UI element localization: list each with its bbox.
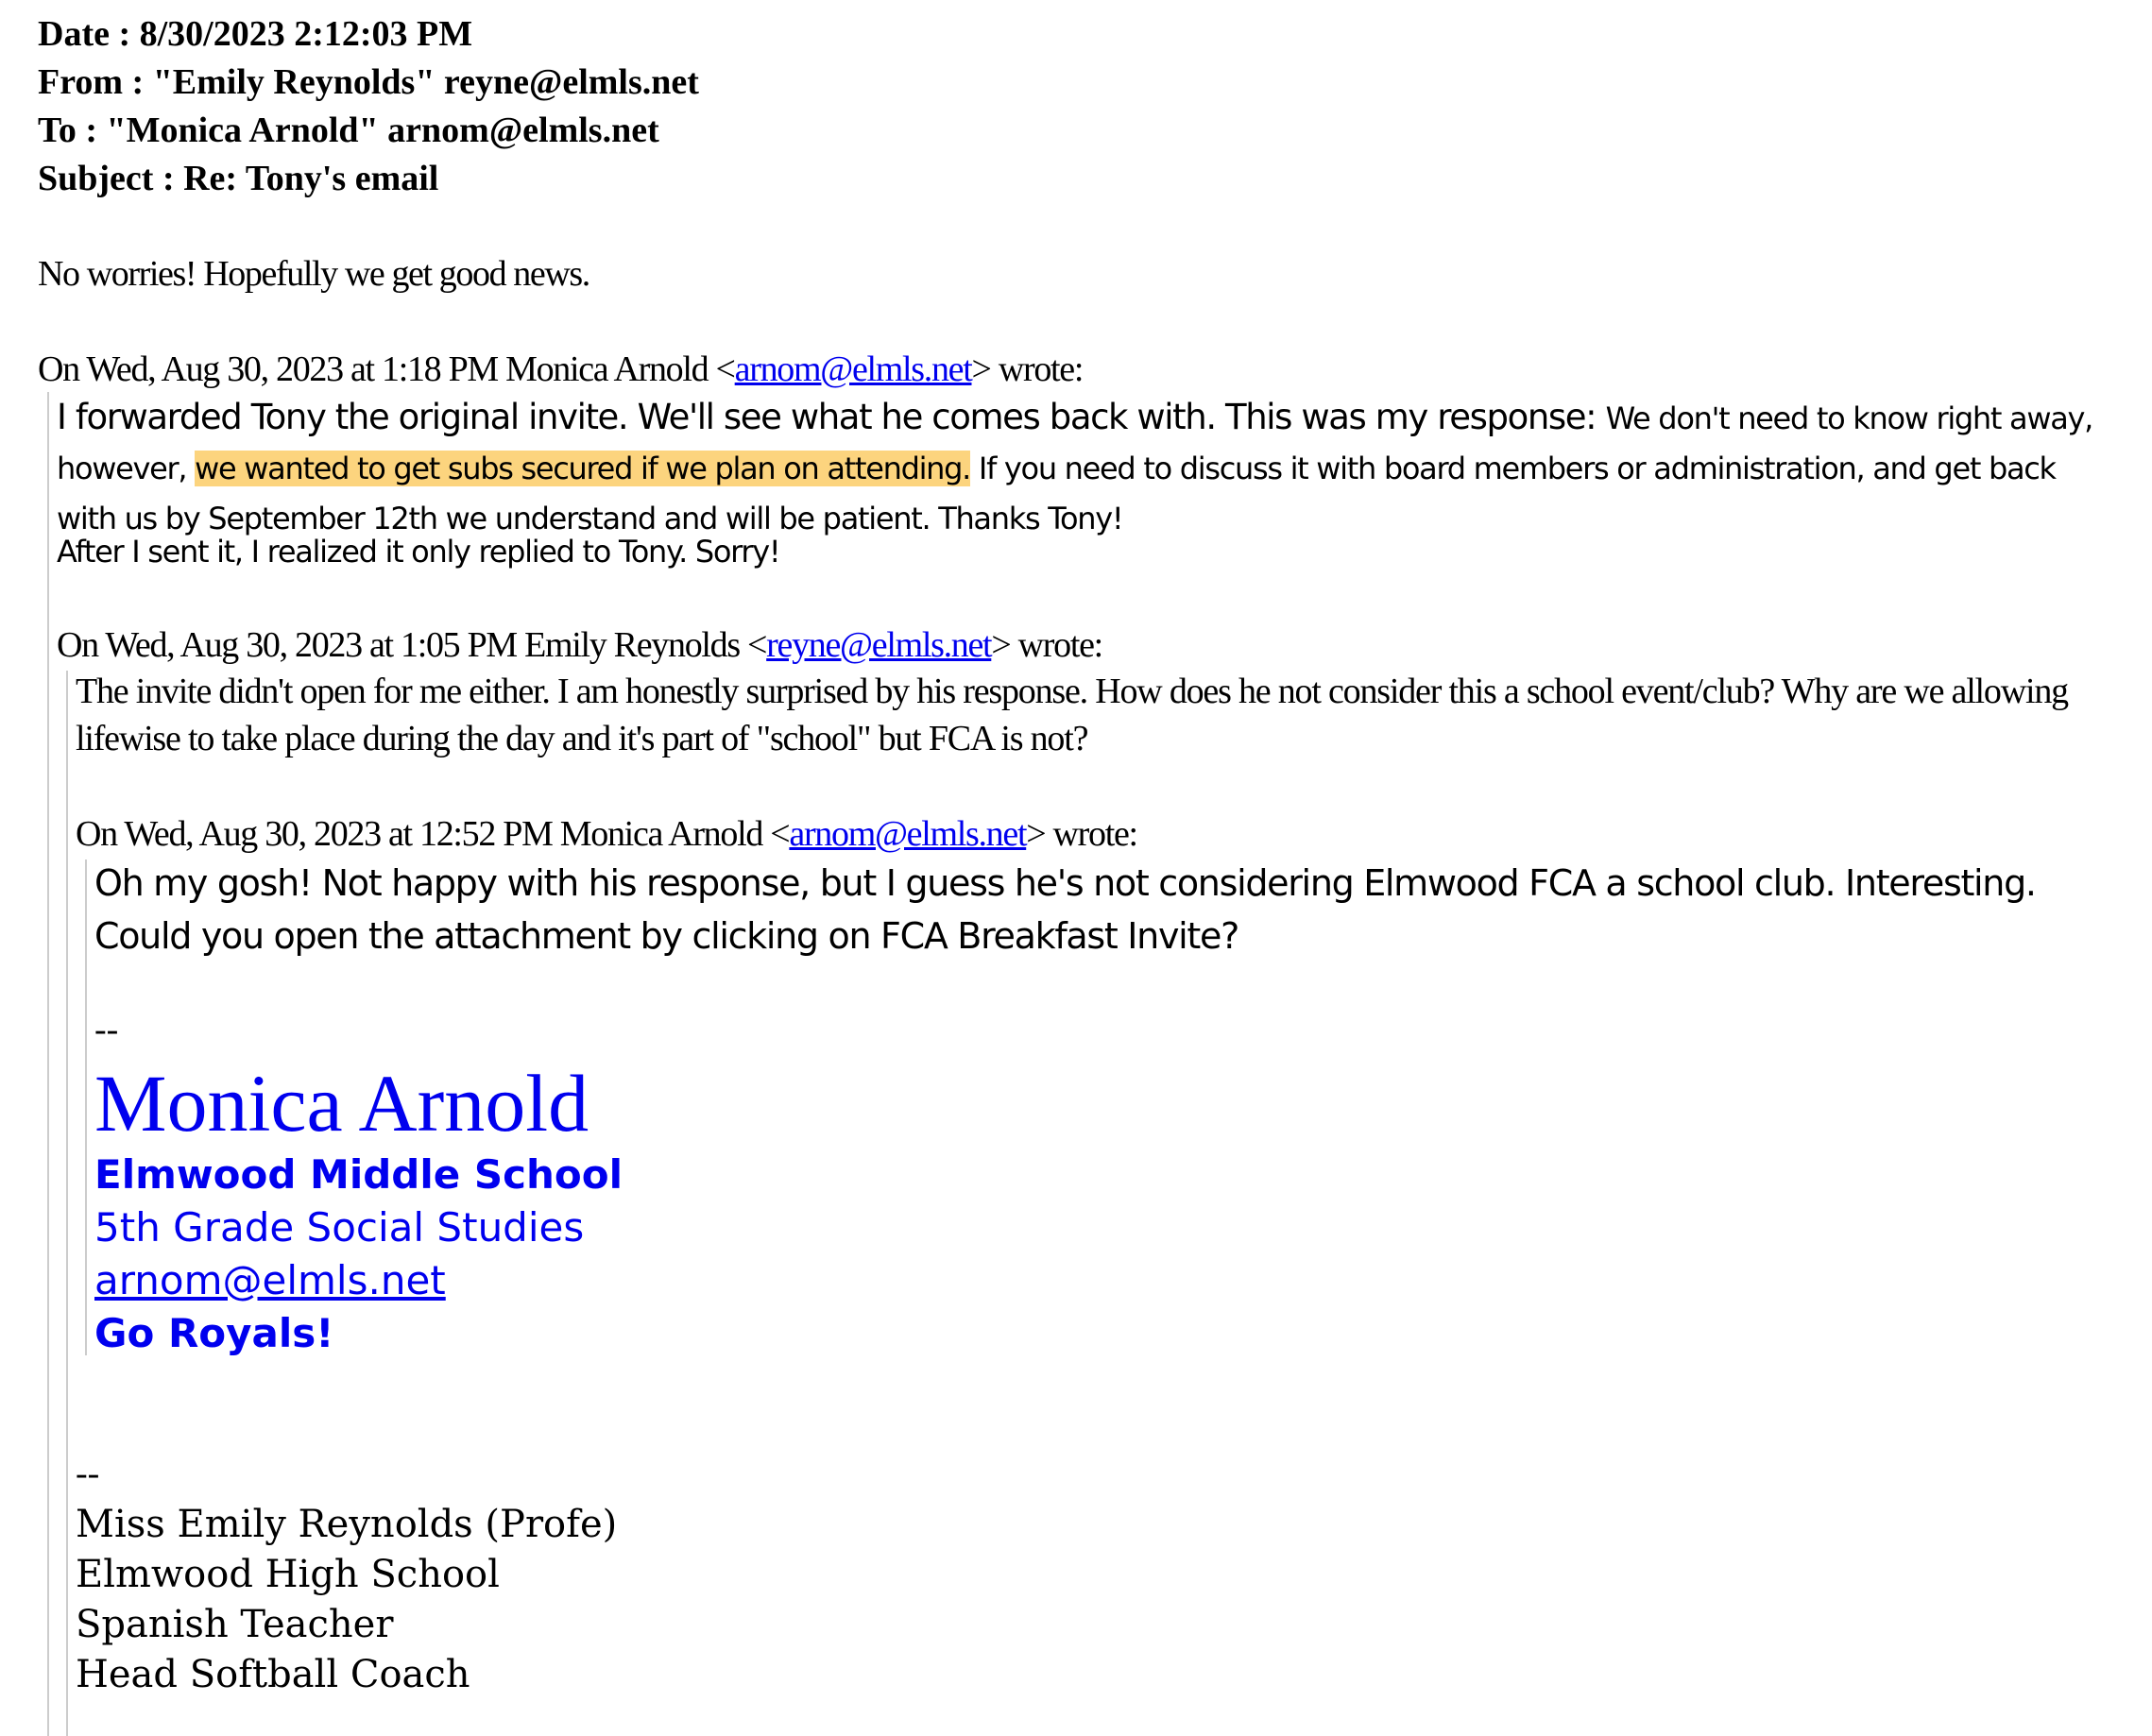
quote1-text bbox=[57, 396, 2116, 547]
quote3-attribution bbox=[76, 810, 1137, 858]
header-to: To : "Monica Arnold" arnom@elmls.net bbox=[38, 111, 659, 150]
quote1-attribution-prefix: On Wed, Aug 30, 2023 at 1:18 PM Monica Arnold < bbox=[38, 349, 735, 389]
quote3-text: Oh my gosh! Not happy with his response, but I guess he's not considering Elmwood FCA a school club. Interesting. Could you open the attachment by clicking on FCA Breakfast Invite? bbox=[94, 862, 2036, 957]
reply-text: No worries! Hopefully we get good news. bbox=[38, 254, 589, 294]
emily-signature-role: Spanish Teacher bbox=[76, 1603, 394, 1646]
emily-signature-name: Miss Emily Reynolds (Profe) bbox=[76, 1503, 618, 1546]
quote3-attribution-prefix: On Wed, Aug 30, 2023 at 12:52 PM Monica Arnold < bbox=[76, 814, 790, 854]
monica-signature-motto: Go Royals! bbox=[94, 1310, 334, 1356]
quote3-attribution-suffix: > wrote: bbox=[1026, 814, 1137, 854]
quote3-email-link[interactable]: arnom@elmls.net bbox=[789, 814, 1027, 854]
quote1-text-small-2: If you need to discuss it with board members or administration, and get back with us by September 12th we understand and will be patient. Thanks Tony! bbox=[57, 451, 2056, 536]
quote2-bar bbox=[66, 671, 68, 1736]
header-from: From : "Emily Reynolds" reyne@elmls.net bbox=[38, 62, 699, 102]
monica-signature-email bbox=[94, 1254, 446, 1307]
header-date: Date : 8/30/2023 2:12:03 PM bbox=[38, 14, 473, 54]
emily-signature-school: Elmwood High School bbox=[76, 1553, 500, 1596]
quote1-highlight: we wanted to get subs secured if we plan on attending. bbox=[195, 451, 971, 486]
monica-signature-school: Elmwood Middle School bbox=[94, 1151, 623, 1198]
monica-signature-role: 5th Grade Social Studies bbox=[94, 1204, 585, 1251]
quote2-attribution-prefix: On Wed, Aug 30, 2023 at 1:05 PM Emily Reynolds < bbox=[57, 625, 767, 665]
emily-signature-coach: Head Softball Coach bbox=[76, 1653, 470, 1696]
quote1-email-link[interactable]: arnom@elmls.net bbox=[734, 349, 972, 389]
quote2-attribution bbox=[57, 621, 1102, 669]
monica-signature-email-link[interactable]: arnom@elmls.net bbox=[94, 1257, 446, 1303]
monica-signature-separator: -- bbox=[94, 1010, 119, 1049]
quote2-attribution-suffix: > wrote: bbox=[991, 625, 1102, 665]
quote3-bar bbox=[85, 859, 87, 1355]
quote1-attribution-suffix: > wrote: bbox=[971, 349, 1084, 389]
quote1-text-small-1: We don't need to know right away, however, bbox=[57, 400, 2093, 486]
quote2-text: The invite didn't open for me either. I am honestly surprised by his response. How does he not consider this a school event/club? Why are we allowing lifewise to take place during the day and it's part of "school" but FCA is not? bbox=[76, 672, 2068, 758]
header-subject: Subject : Re: Tony's email bbox=[38, 159, 439, 198]
quote1-after-line: After I sent it, I realized it only replied to Tony. Sorry! bbox=[57, 534, 780, 570]
quote1-text-large: I forwarded Tony the original invite. We'll see what he comes back with. This was my response: bbox=[57, 397, 1606, 437]
emily-signature-separator: -- bbox=[76, 1454, 100, 1493]
monica-signature-name: Monica Arnold bbox=[94, 1058, 589, 1149]
quote2-email-link[interactable]: reyne@elmls.net bbox=[766, 625, 992, 665]
quote1-bar bbox=[47, 392, 49, 1736]
quote1-attribution bbox=[38, 346, 1083, 393]
